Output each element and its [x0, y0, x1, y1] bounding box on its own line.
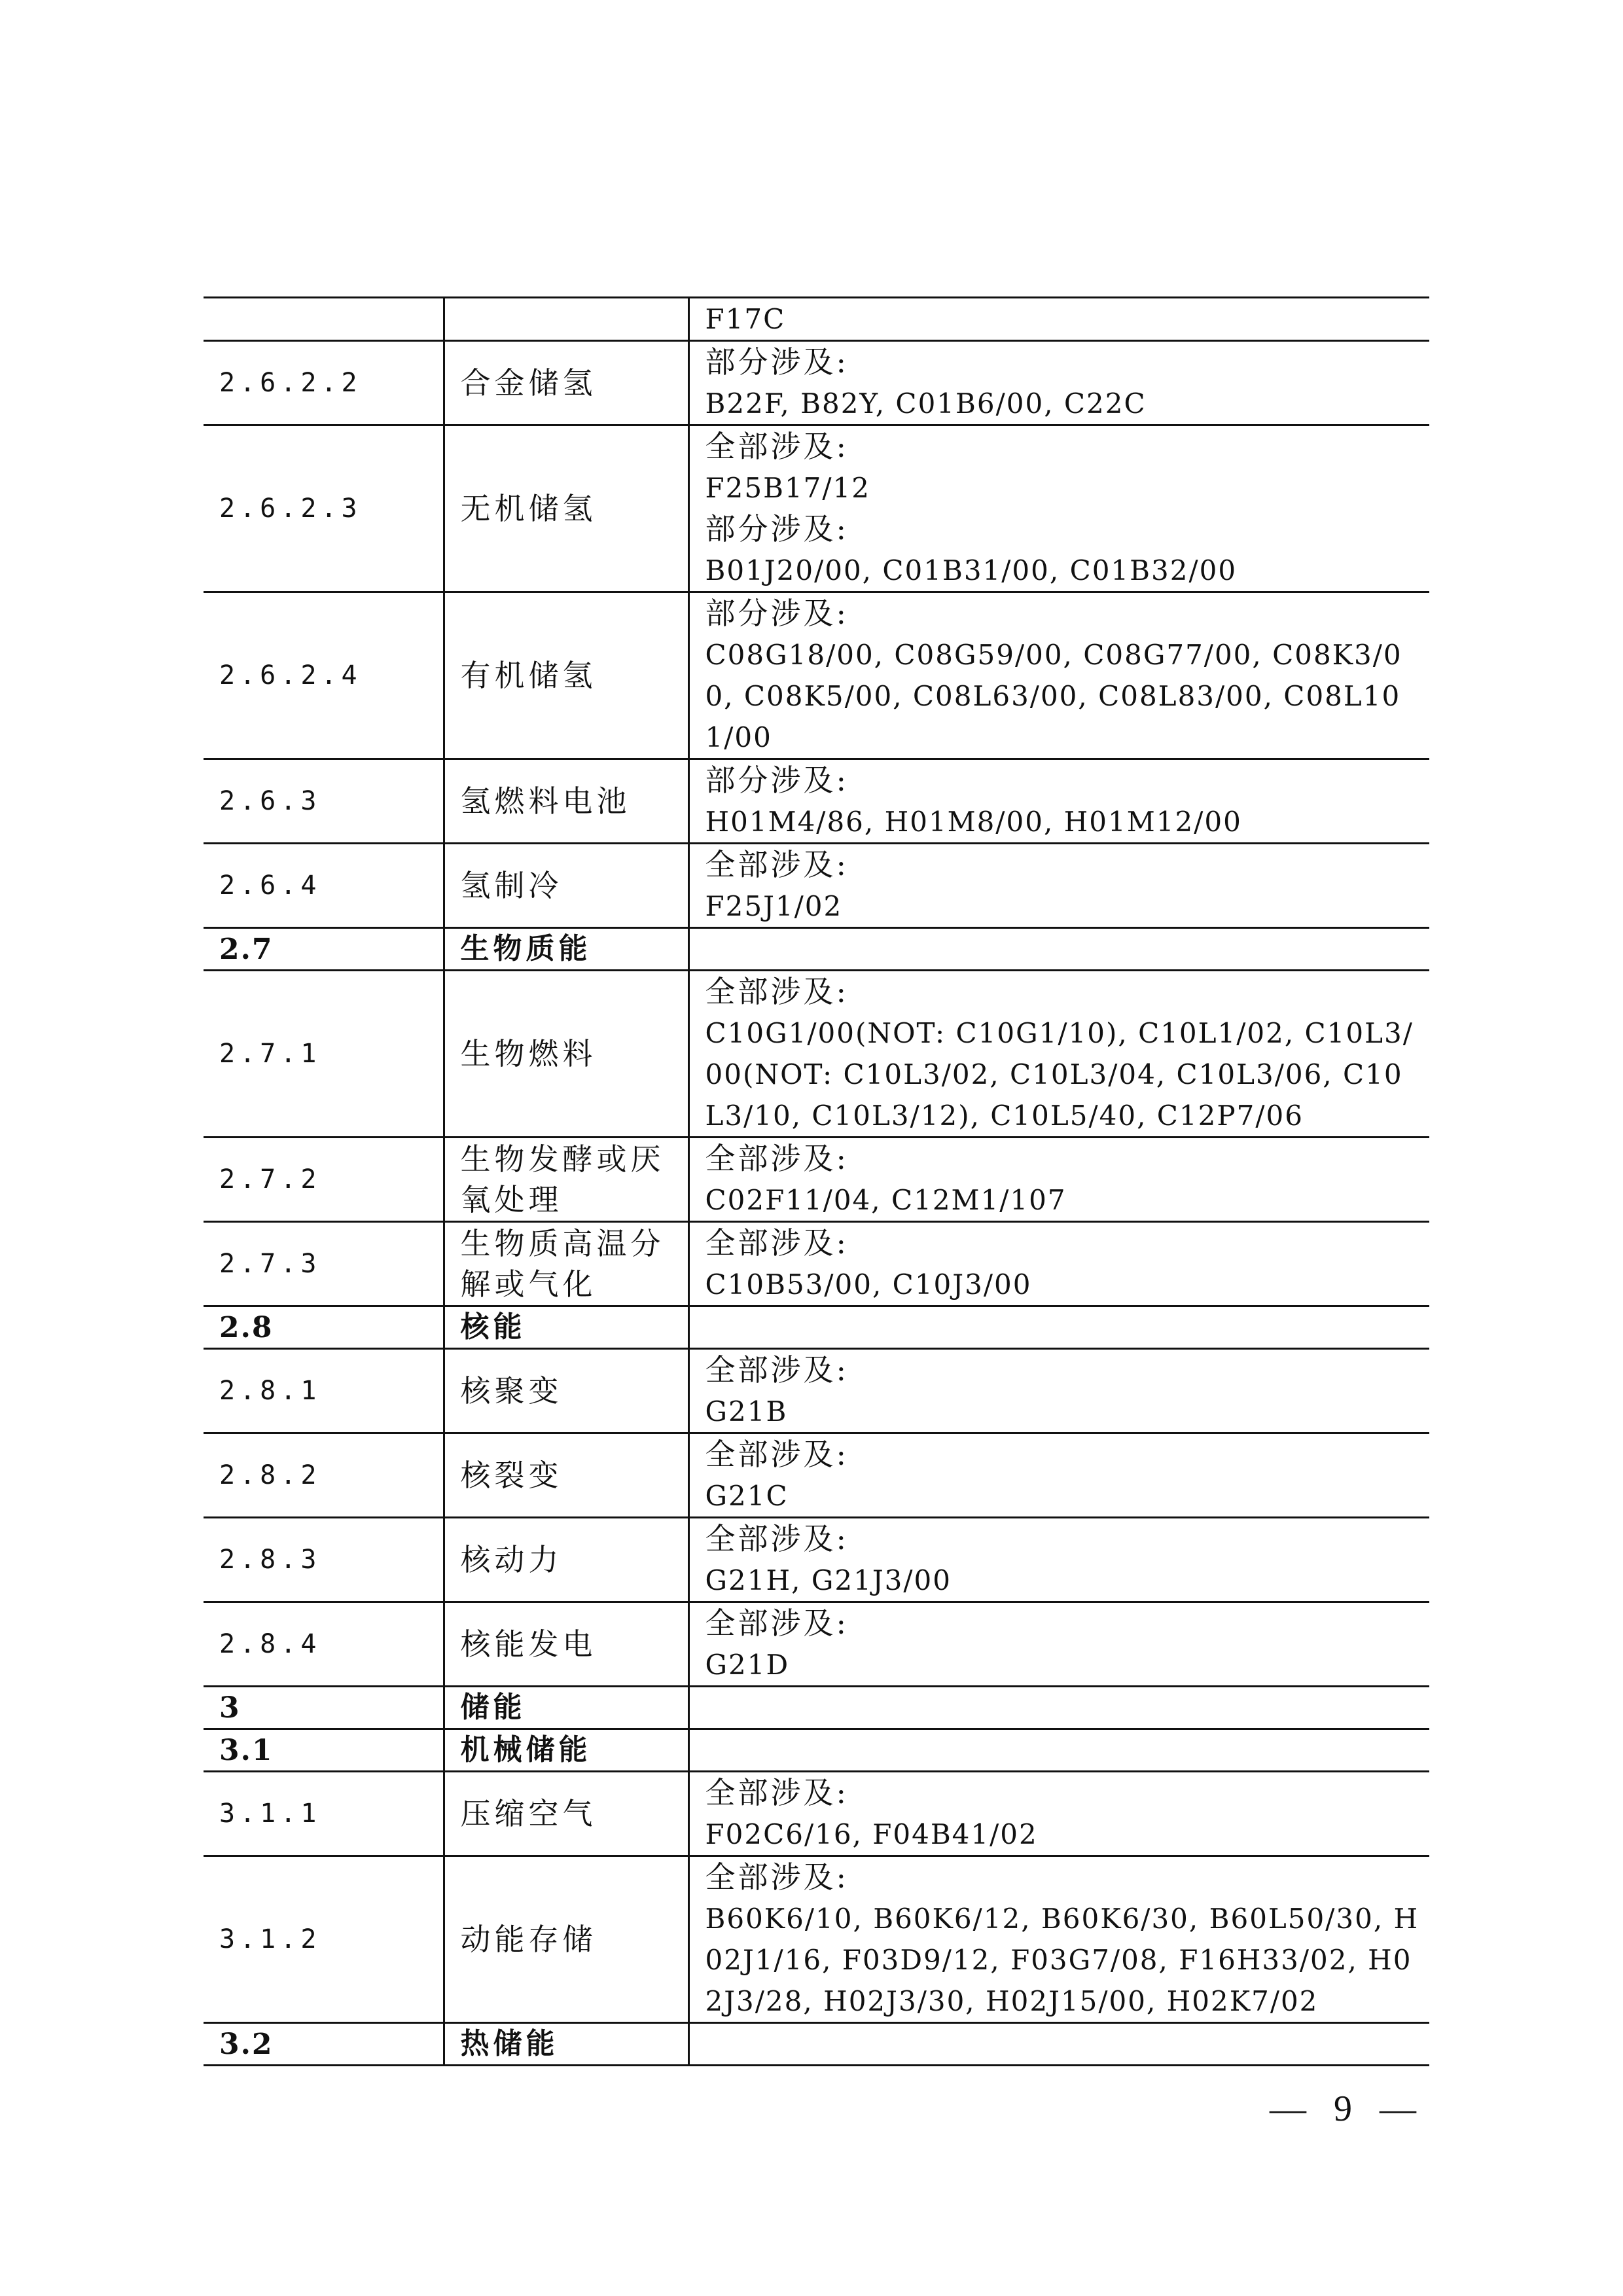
table-row — [204, 1349, 1429, 1433]
ipc-code-list: G21B — [705, 1395, 788, 1427]
category-name: 核能发电 — [444, 1602, 688, 1687]
ipc-codes-cell — [688, 341, 1429, 425]
category-code: 2.6.2.3 — [204, 425, 444, 592]
ipc-codes-cell — [688, 1729, 1429, 1772]
coverage-label: 全部涉及: — [705, 1775, 849, 1810]
category-code: 2.6.4 — [204, 844, 444, 928]
ipc-code-list: H01M4/86, H01M8/00, H01M12/00 — [705, 806, 1242, 838]
category-name: 氢燃料电池 — [444, 759, 688, 844]
table-row — [204, 1729, 1429, 1772]
coverage-label: 全部涉及: — [705, 1141, 849, 1176]
category-name: 动能存储 — [444, 1856, 688, 2023]
ipc-code-list: C10G1/00(NOT: C10G1/10), C10L1/02, C10L3/00(NOT: C10L3/02, C10L3/04, C10L3/06, C10L3/10, C10L3/12), C10L5/40, C12P7/06 — [705, 1017, 1414, 1132]
ipc-codes-cell — [688, 1856, 1429, 2023]
ipc-code-list: B22F, B82Y, C01B6/00, C22C — [705, 387, 1147, 420]
category-name: 压缩空气 — [444, 1772, 688, 1856]
ipc-codes-cell — [688, 592, 1429, 759]
category-name: 核聚变 — [444, 1349, 688, 1433]
category-name — [444, 298, 688, 341]
ipc-code-list: G21D — [705, 1649, 790, 1681]
coverage-label: 全部涉及: — [705, 429, 849, 464]
category-code — [204, 298, 444, 341]
category-code: 2.8.3 — [204, 1518, 444, 1602]
coverage-label: 全部涉及: — [705, 1605, 849, 1641]
category-code: 2.7.1 — [204, 971, 444, 1138]
ipc-codes-cell — [688, 928, 1429, 971]
ipc-code-list: F17C — [705, 303, 786, 335]
table-row — [204, 844, 1429, 928]
ipc-codes-cell — [688, 2023, 1429, 2066]
category-code: 2.7.2 — [204, 1138, 444, 1222]
ipc-codes-cell — [688, 1518, 1429, 1602]
category-code: 2.8.2 — [204, 1433, 444, 1518]
ipc-code-list: F25B17/12 — [705, 472, 870, 504]
table-row — [204, 1222, 1429, 1306]
category-name: 无机储氢 — [444, 425, 688, 592]
table-row — [204, 1306, 1429, 1349]
ipc-code-list: C10B53/00, C10J3/00 — [705, 1268, 1032, 1300]
table-row — [204, 592, 1429, 759]
category-code: 3 — [204, 1687, 444, 1729]
category-code: 2.8 — [204, 1306, 444, 1349]
category-code: 2.7 — [204, 928, 444, 971]
coverage-label: 全部涉及: — [705, 847, 849, 882]
ipc-code-list: B60K6/10, B60K6/12, B60K6/30, B60L50/30, H02J1/16, F03D9/12, F03G7/08, F16H33/02, H02J3/28, H02J3/30, H02J15/00, H02K7/02 — [705, 1903, 1419, 2017]
table-row — [204, 928, 1429, 971]
ipc-code-list: C08G18/00, C08G59/00, C08G77/00, C08K3/00, C08K5/00, C08L63/00, C08L83/00, C08L101/00 — [705, 639, 1402, 753]
category-name: 核能 — [444, 1306, 688, 1349]
table-row — [204, 1433, 1429, 1518]
ipc-codes-cell — [688, 1306, 1429, 1349]
category-code: 2.6.3 — [204, 759, 444, 844]
ipc-code-list: F25J1/02 — [705, 890, 843, 922]
category-name: 生物质高温分解或气化 — [444, 1222, 688, 1306]
table-row — [204, 1856, 1429, 2023]
category-code: 2.8.1 — [204, 1349, 444, 1433]
category-name: 核动力 — [444, 1518, 688, 1602]
category-code: 2.7.3 — [204, 1222, 444, 1306]
coverage-label: 部分涉及: — [705, 511, 849, 547]
category-name: 机械储能 — [444, 1729, 688, 1772]
ipc-codes-cell — [688, 425, 1429, 592]
ipc-codes-cell — [688, 1433, 1429, 1518]
category-code: 2.6.2.4 — [204, 592, 444, 759]
ipc-classification-table — [204, 296, 1429, 2066]
page-number: — 9 — — [1270, 2089, 1425, 2129]
ipc-code-list: G21C — [705, 1480, 789, 1512]
ipc-codes-cell — [688, 1138, 1429, 1222]
category-name: 生物发酵或厌氧处理 — [444, 1138, 688, 1222]
category-name: 合金储氢 — [444, 341, 688, 425]
category-name: 储能 — [444, 1687, 688, 1729]
table-row — [204, 1518, 1429, 1602]
coverage-label: 部分涉及: — [705, 344, 849, 380]
category-code: 3.1.1 — [204, 1772, 444, 1856]
coverage-label: 全部涉及: — [705, 1859, 849, 1895]
coverage-label: 全部涉及: — [705, 1521, 849, 1556]
category-code: 3.2 — [204, 2023, 444, 2066]
table-row — [204, 1687, 1429, 1729]
table-body — [204, 298, 1429, 2066]
table-row — [204, 971, 1429, 1138]
ipc-codes-cell — [688, 1772, 1429, 1856]
category-code: 3.1.2 — [204, 1856, 444, 2023]
table-row — [204, 1772, 1429, 1856]
table-row — [204, 1138, 1429, 1222]
table-row — [204, 2023, 1429, 2066]
ipc-code-list: C02F11/04, C12M1/107 — [705, 1184, 1067, 1216]
category-name: 热储能 — [444, 2023, 688, 2066]
ipc-codes-cell — [688, 971, 1429, 1138]
coverage-label: 部分涉及: — [705, 596, 849, 631]
coverage-label: 全部涉及: — [705, 974, 849, 1009]
table-row — [204, 298, 1429, 341]
ipc-codes-cell — [688, 298, 1429, 341]
category-code: 3.1 — [204, 1729, 444, 1772]
ipc-codes-cell — [688, 1687, 1429, 1729]
ipc-code-list: G21H, G21J3/00 — [705, 1564, 952, 1596]
category-name: 核裂变 — [444, 1433, 688, 1518]
ipc-code-list: F02C6/16, F04B41/02 — [705, 1818, 1038, 1850]
coverage-label: 部分涉及: — [705, 762, 849, 798]
ipc-codes-cell — [688, 759, 1429, 844]
category-code: 2.8.4 — [204, 1602, 444, 1687]
category-name: 生物燃料 — [444, 971, 688, 1138]
ipc-codes-cell — [688, 1222, 1429, 1306]
table-row — [204, 1602, 1429, 1687]
category-name: 生物质能 — [444, 928, 688, 971]
ipc-codes-cell — [688, 1349, 1429, 1433]
coverage-label: 全部涉及: — [705, 1352, 849, 1388]
coverage-label: 全部涉及: — [705, 1437, 849, 1472]
table-row — [204, 341, 1429, 425]
table-row — [204, 425, 1429, 592]
category-name: 氢制冷 — [444, 844, 688, 928]
category-code: 2.6.2.2 — [204, 341, 444, 425]
ipc-codes-cell — [688, 844, 1429, 928]
ipc-codes-cell — [688, 1602, 1429, 1687]
ipc-code-list: B01J20/00, C01B31/00, C01B32/00 — [705, 554, 1238, 586]
category-name: 有机储氢 — [444, 592, 688, 759]
coverage-label: 全部涉及: — [705, 1225, 849, 1261]
table-row — [204, 759, 1429, 844]
